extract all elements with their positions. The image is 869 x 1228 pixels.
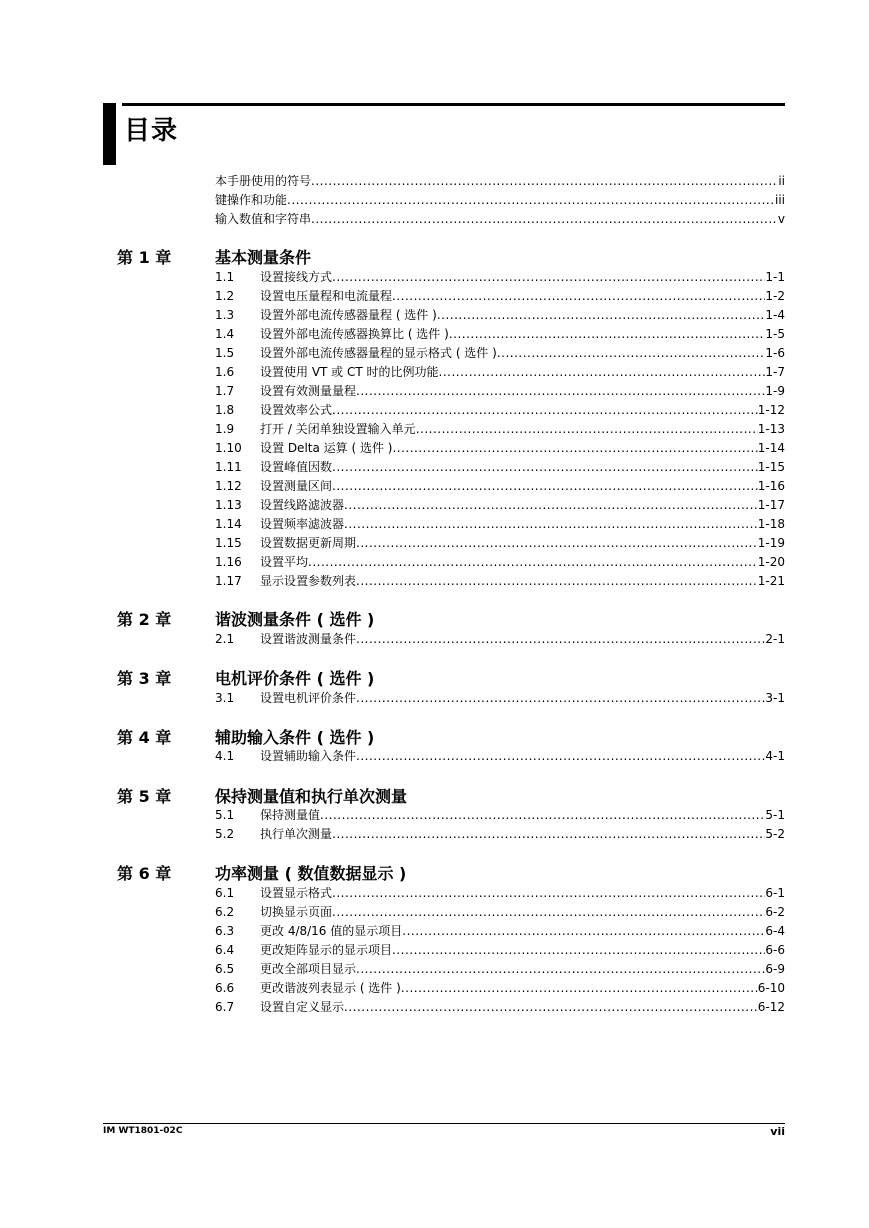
page-number: vii: [770, 1125, 785, 1138]
toc-entry-front[interactable]: [215, 208, 785, 227]
toc-entry[interactable]: [215, 882, 785, 901]
leader-dots: [287, 192, 775, 208]
section-number: 1.15: [215, 536, 242, 550]
leader-dots: [332, 269, 765, 285]
toc-entry-page: 6-1: [765, 886, 785, 900]
toc-entry-title: 设置有效测量量程: [260, 384, 357, 398]
toc-entry-title: 设置自定义显示: [260, 1000, 345, 1014]
toc-entry-page: 1-4: [765, 308, 785, 322]
toc-entry-page: 1-19: [757, 536, 785, 550]
toc-entry[interactable]: [215, 380, 785, 399]
leader-dots: [392, 288, 765, 304]
section-number: 6.3: [215, 924, 235, 938]
toc-entry-title: 设置外部电流传感器量程的显示格式 ( 选件 ): [260, 346, 497, 360]
section-number: 1.17: [215, 574, 242, 588]
section-number: 1.14: [215, 517, 242, 531]
toc-entry-title: 设置平均: [260, 555, 309, 569]
leader-dots: [320, 807, 765, 823]
toc-entry[interactable]: [215, 532, 785, 551]
chapter-title[interactable]: 谐波测量条件 ( 选件 ): [215, 610, 375, 629]
chapter-label: 第 3 章: [117, 669, 172, 688]
toc-entry-title: 设置外部电流传感器量程 ( 选件 ): [260, 308, 437, 322]
toc-entry-page: v: [777, 212, 785, 226]
leader-dots: [344, 999, 758, 1015]
section-number: 5.2: [215, 827, 235, 841]
toc-entry-page: 1-12: [757, 403, 785, 417]
leader-dots: [344, 497, 758, 513]
toc-entry-page: 6-9: [765, 962, 785, 976]
leader-dots: [311, 211, 778, 227]
toc-entry[interactable]: [215, 823, 785, 842]
toc-entry[interactable]: [215, 570, 785, 589]
leader-dots: [416, 421, 758, 437]
leader-dots: [332, 459, 758, 475]
toc-entry-title: 设置 Delta 运算 ( 选件 ): [260, 441, 393, 455]
toc-entry-title: 键操作和功能: [215, 193, 288, 207]
toc-entry-page: 1-7: [765, 365, 785, 379]
toc-entry[interactable]: [215, 996, 785, 1015]
toc-entry[interactable]: [215, 901, 785, 920]
section-number: 1.13: [215, 498, 242, 512]
leader-dots: [356, 690, 765, 706]
toc-entry-page: 1-21: [757, 574, 785, 588]
toc-entry-title: 切换显示页面: [260, 905, 333, 919]
leader-dots: [332, 402, 758, 418]
toc-entry-title: 设置峰值因数: [260, 460, 333, 474]
toc-entry-title: 更改 4/8/16 值的显示项目: [260, 924, 403, 938]
toc-entry-title: 设置测量区间: [260, 479, 333, 493]
toc-entry-title: 设置使用 VT 或 CT 时的比例功能: [260, 365, 439, 379]
leader-dots: [437, 307, 766, 323]
toc-entry-page: 5-2: [765, 827, 785, 841]
toc-entry-page: ii: [778, 174, 785, 188]
toc-entry-title: 设置谐波测量条件: [260, 632, 357, 646]
leader-dots: [356, 535, 758, 551]
toc-entry-title: 打开 / 关闭单独设置输入单元: [260, 422, 416, 436]
toc-entry-title: 设置线路滤波器: [260, 498, 345, 512]
section-number: 6.5: [215, 962, 235, 976]
section-number: 1.6: [215, 365, 235, 379]
toc-entry[interactable]: [215, 745, 785, 764]
leader-dots: [449, 326, 766, 342]
toc-entry-page: 1-2: [765, 289, 785, 303]
toc-entry-title: 保持测量值: [260, 808, 321, 822]
section-number: 1.8: [215, 403, 235, 417]
chapter-title[interactable]: 辅助输入条件 ( 选件 ): [215, 728, 375, 747]
toc-entry[interactable]: [215, 628, 785, 647]
toc-entry-title: 设置外部电流传感器换算比 ( 选件 ): [260, 327, 449, 341]
toc-entry-title: 设置频率滤波器: [260, 517, 345, 531]
toc-entry[interactable]: [215, 304, 785, 323]
toc-entry-page: 6-10: [757, 981, 785, 995]
toc-entry-title: 设置显示格式: [260, 886, 333, 900]
section-number: 1.9: [215, 422, 235, 436]
toc-entry-front[interactable]: [215, 189, 785, 208]
title-rule: [122, 103, 785, 106]
toc-entry-title: 设置辅助输入条件: [260, 749, 357, 763]
section-number: 1.3: [215, 308, 235, 322]
leader-dots: [332, 478, 758, 494]
toc-entry-title: 更改全部项目显示: [260, 962, 357, 976]
toc-entry[interactable]: [215, 804, 785, 823]
toc-entry-title: 设置接线方式: [260, 270, 333, 284]
toc-entry-title: 设置电机评价条件: [260, 691, 357, 705]
leader-dots: [332, 885, 765, 901]
leader-dots: [356, 748, 765, 764]
toc-entry[interactable]: [215, 456, 785, 475]
section-number: 6.2: [215, 905, 235, 919]
section-number: 1.4: [215, 327, 235, 341]
toc-entry-page: 1-15: [757, 460, 785, 474]
toc-entry[interactable]: [215, 285, 785, 304]
toc-entry[interactable]: [215, 687, 785, 706]
toc-entry-title: 更改矩阵显示的显示项目: [260, 943, 393, 957]
toc-entry-front[interactable]: [215, 170, 785, 189]
section-number: 1.1: [215, 270, 235, 284]
toc-entry[interactable]: [215, 266, 785, 285]
toc-entry-title: 执行单次测量: [260, 827, 333, 841]
section-number: 1.7: [215, 384, 235, 398]
section-number: 6.1: [215, 886, 235, 900]
toc-entry-page: 6-12: [757, 1000, 785, 1014]
toc-entry[interactable]: [215, 475, 785, 494]
section-number: 1.16: [215, 555, 242, 569]
toc-entry-page: 1-17: [757, 498, 785, 512]
toc-entry[interactable]: [215, 399, 785, 418]
leader-dots: [356, 631, 765, 647]
section-number: 1.10: [215, 441, 242, 455]
page-title: 目录: [124, 116, 179, 146]
chapter-title[interactable]: 基本测量条件: [215, 248, 312, 267]
toc-entry[interactable]: [215, 920, 785, 939]
toc-entry-title: 设置数据更新周期: [260, 536, 357, 550]
leader-dots: [308, 554, 758, 570]
title-bar-accent: [103, 103, 116, 165]
section-number: 1.11: [215, 460, 242, 474]
toc-entry-page: 1-20: [757, 555, 785, 569]
toc-entry-title: 更改谐波列表显示 ( 选件 ): [260, 981, 401, 995]
section-number: 1.12: [215, 479, 242, 493]
toc-entry-page: 1-16: [757, 479, 785, 493]
toc-entry-page: 2-1: [765, 632, 785, 646]
toc-entry-page: 1-18: [757, 517, 785, 531]
chapter-label: 第 4 章: [117, 728, 172, 747]
toc-entry-title: 显示设置参数列表: [260, 574, 357, 588]
toc-entry[interactable]: [215, 939, 785, 958]
toc-entry-page: 1-14: [757, 441, 785, 455]
chapter-title[interactable]: 电机评价条件 ( 选件 ): [215, 669, 375, 688]
footer-rule: [103, 1123, 785, 1124]
section-number: 2.1: [215, 632, 235, 646]
chapter-title[interactable]: 保持测量值和执行单次测量: [215, 787, 408, 806]
toc-entry-title: 设置电压量程和电流量程: [260, 289, 393, 303]
toc-entry[interactable]: [215, 494, 785, 513]
section-number: 1.2: [215, 289, 235, 303]
toc-entry-title: 设置效率公式: [260, 403, 333, 417]
toc-entry[interactable]: [215, 513, 785, 532]
toc-entry[interactable]: [215, 551, 785, 570]
toc-entry-page: 6-2: [765, 905, 785, 919]
toc-entry-page: iii: [774, 193, 785, 207]
toc-entry-page: 6-6: [765, 943, 785, 957]
toc-entry-page: 5-1: [765, 808, 785, 822]
chapter-label: 第 5 章: [117, 787, 172, 806]
toc-entry-page: 1-5: [765, 327, 785, 341]
leader-dots: [332, 826, 765, 842]
leader-dots: [401, 980, 758, 996]
toc-entry[interactable]: [215, 418, 785, 437]
toc-entry[interactable]: [215, 361, 785, 380]
toc-entry[interactable]: [215, 437, 785, 456]
toc-entry[interactable]: [215, 323, 785, 342]
toc-entry-page: 4-1: [765, 749, 785, 763]
leader-dots: [356, 573, 758, 589]
leader-dots: [311, 173, 778, 189]
leader-dots: [356, 961, 765, 977]
leader-dots: [392, 942, 765, 958]
document-id: IM WT1801-02C: [103, 1126, 183, 1136]
toc-entry[interactable]: [215, 958, 785, 977]
toc-entry-title: 本手册使用的符号: [215, 174, 312, 188]
leader-dots: [332, 904, 765, 920]
section-number: 4.1: [215, 749, 235, 763]
toc-entry-title: 输入数值和字符串: [215, 212, 312, 226]
section-number: 5.1: [215, 808, 235, 822]
chapter-label: 第 2 章: [117, 610, 172, 629]
toc-entry-page: 1-13: [757, 422, 785, 436]
leader-dots: [356, 383, 765, 399]
toc-entry-page: 1-6: [765, 346, 785, 360]
section-number: 1.5: [215, 346, 235, 360]
toc-entry-page: 1-9: [765, 384, 785, 398]
toc-entry[interactable]: [215, 342, 785, 361]
toc-entry-page: 6-4: [765, 924, 785, 938]
leader-dots: [344, 516, 758, 532]
chapter-title[interactable]: 功率测量 ( 数值数据显示 ): [215, 864, 407, 883]
leader-dots: [402, 923, 765, 939]
toc-entry[interactable]: [215, 977, 785, 996]
toc-entry-page: 1-1: [765, 270, 785, 284]
leader-dots: [497, 345, 766, 361]
section-number: 6.7: [215, 1000, 235, 1014]
leader-dots: [439, 364, 766, 380]
toc-entry-page: 3-1: [765, 691, 785, 705]
chapter-label: 第 6 章: [117, 864, 172, 883]
section-number: 6.4: [215, 943, 235, 957]
section-number: 6.6: [215, 981, 235, 995]
section-number: 3.1: [215, 691, 235, 705]
leader-dots: [392, 440, 757, 456]
chapter-label: 第 1 章: [117, 248, 172, 267]
